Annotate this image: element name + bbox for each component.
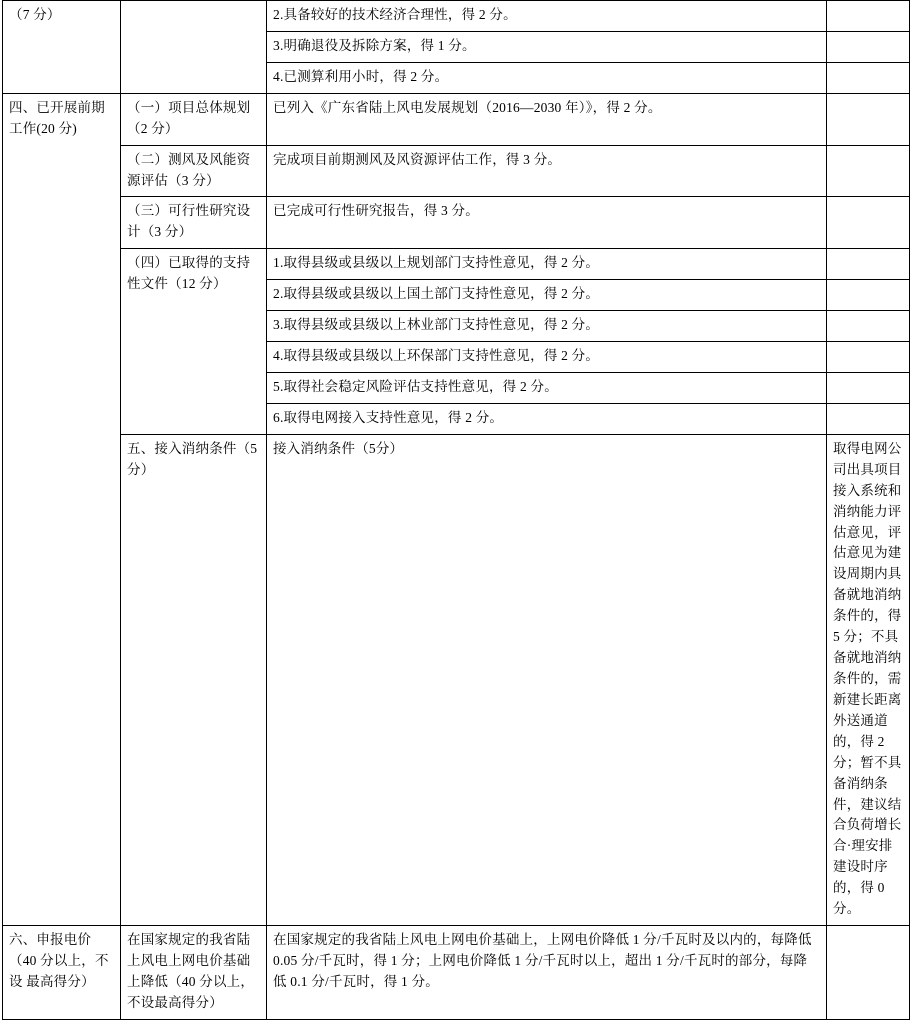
- category-cell: 四、已开展前期工作(20 分): [3, 93, 121, 925]
- score-cell[interactable]: [827, 1, 910, 32]
- description-cell: 5.取得社会稳定风险评估支持性意见，得 2 分。: [267, 372, 827, 403]
- description-cell: 6.取得电网接入支持性意见，得 2 分。: [267, 403, 827, 434]
- category-cell: 五、接入消纳条件（5 分）: [121, 434, 267, 925]
- description-cell: 3.取得县级或县级以上林业部门支持性意见，得 2 分。: [267, 311, 827, 342]
- description-cell: 已列入《广东省陆上风电发展规划（2016—2030 年）》，得 2 分。: [267, 93, 827, 145]
- score-cell[interactable]: [827, 93, 910, 145]
- item-cell: （四）已取得的支持性文件（12 分）: [121, 249, 267, 435]
- description-cell: 已完成可行性研究报告，得 3 分。: [267, 197, 827, 249]
- score-cell[interactable]: [827, 280, 910, 311]
- scoring-criteria-table: [2, 0, 910, 1020]
- table-row: [3, 197, 910, 249]
- description-cell: 4.取得县级或县级以上环保部门支持性意见，得 2 分。: [267, 342, 827, 373]
- description-cell: 完成项目前期测风及风资源评估工作，得 3 分。: [267, 145, 827, 197]
- score-cell[interactable]: [827, 62, 910, 93]
- score-cell[interactable]: [827, 311, 910, 342]
- item-cell: （二）测风及风能资源评估（3 分）: [121, 145, 267, 197]
- table-row: [3, 926, 910, 1020]
- item-cell: （三）可行性研究设计（3 分）: [121, 197, 267, 249]
- description-cell: 2.取得县级或县级以上国土部门支持性意见，得 2 分。: [267, 280, 827, 311]
- item-cell: [121, 1, 267, 94]
- category-cell: （7 分）: [3, 1, 121, 94]
- category-cell: 六、申报电价（40 分以上，不设 最高得分）: [3, 926, 121, 1020]
- table-row: [3, 249, 910, 280]
- table-row: [3, 93, 910, 145]
- description-cell: 1.取得县级或县级以上规划部门支持性意见，得 2 分。: [267, 249, 827, 280]
- table-row: [3, 434, 910, 925]
- item-cell: 在国家规定的我省陆上风电上网电价基础上降低（40 分以上，不设最高得分）: [121, 926, 267, 1020]
- description-cell: 在国家规定的我省陆上风电上网电价基础上，上网电价降低 1 分/千瓦时及以内的，每降低 0.05 分/千瓦时，得 1 分；上网电价降低 1 分/千瓦时以上，超出 1 分/千瓦时的部分，每降低 0.1 分/千瓦时，得 1 分。: [267, 926, 827, 1020]
- item-cell: （一）项目总体规划（2 分）: [121, 93, 267, 145]
- score-cell[interactable]: [827, 372, 910, 403]
- score-cell[interactable]: [827, 342, 910, 373]
- item-cell: 接入消纳条件（5分）: [267, 434, 827, 925]
- description-cell: 4.已测算利用小时，得 2 分。: [267, 62, 827, 93]
- table-row: [3, 1, 910, 32]
- score-cell[interactable]: [827, 145, 910, 197]
- score-cell[interactable]: [827, 926, 910, 1020]
- score-cell[interactable]: [827, 31, 910, 62]
- description-cell: 2.具备较好的技术经济合理性，得 2 分。: [267, 1, 827, 32]
- description-cell: 取得电网公司出具项目接入系统和消纳能力评估意见，评估意见为建设周期内具备就地消纳条件的，得 5 分；不具备就地消纳条件的，需新建长距离外送通道的，得 2 分；暂不具备消纳条件，建议结合负荷增长合·理安排建设时序的，得 0 分。: [827, 434, 910, 925]
- score-cell[interactable]: [827, 249, 910, 280]
- table-body: [3, 1, 910, 1020]
- score-cell[interactable]: [827, 197, 910, 249]
- description-cell: 3.明确退役及拆除方案，得 1 分。: [267, 31, 827, 62]
- score-cell[interactable]: [827, 403, 910, 434]
- table-row: [3, 145, 910, 197]
